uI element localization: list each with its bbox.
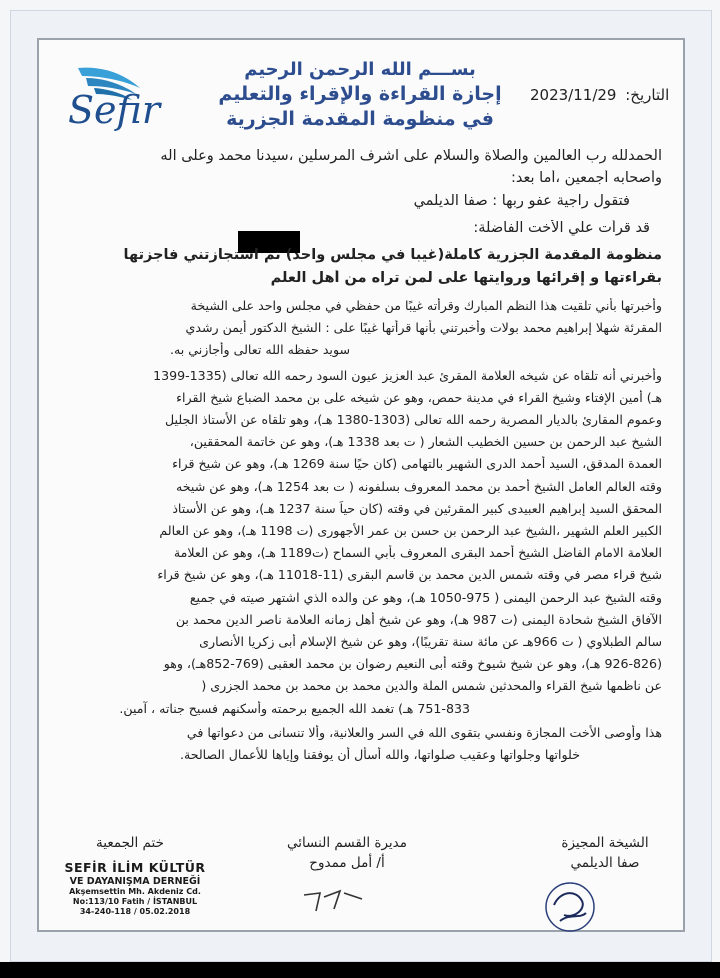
body-line: العمدة المدقق، السيد أحمد الدرى الشهير بالتهامى (كان حيًا سنة 1269 هـ)، وهو عن شيخ قراء: [172, 456, 662, 472]
intro-line: الحمدلله رب العالمين والصلاة والسلام على اشرف المرسلين ،سيدنا محمد وعلى آله: [160, 148, 662, 164]
association-stamp: [55, 860, 215, 917]
intro-line: منظومة المقدمة الجزرية كاملة(غيبا في مجلس واحد) ثم استجازتني فاجزتها: [123, 247, 662, 263]
body-line: وقته العالم العامل الشيخ أحمد بن محمد المعروف بسلفونه ( ت بعد 1254 هـ)، وهو عن شيخه: [176, 478, 662, 494]
body-line: 751-833 هـ) تغمد الله الجميع برحمته وأسكنهم فسيح جناته ، آمين.: [119, 700, 470, 716]
body-line: هـ) أمين الإفتاء وشيخ القراء في مدينة حمص، وهو عن شيخه على بن محمد الضباع شيخ القراء: [176, 389, 662, 405]
body-line: المقرئة شهلا إبراهيم محمد بولات وأخبرتني بأنها قرأتها غيبًا على : الشيخ الدكتور أيمن رشدي: [185, 320, 662, 336]
certificate-subtitle: في منظومة المقدمة الجزرية: [226, 108, 494, 130]
body-line: شيخ قراء مصر في وقته شمس الدين محمد بن قاسم البقرى (11-11018 هـ)، وهو عن شيخ قراء: [157, 567, 662, 583]
body-line: عن ناظمها شيخ القراء والمحدثين شمس الملة والدين محمد بن محمد بن محمد الجزرى (: [201, 678, 662, 694]
sig-name: أ/ أمل ممدوح: [309, 855, 385, 871]
logo-wordmark: Sefir: [68, 88, 161, 132]
body-line: وقته الشيخ عبد الرحمن اليمنى ( 975-1050 هـ)، وهو عن والده الذي اشتهر صيته في جميع: [189, 589, 662, 605]
certificate-title: إجازة القراءة والإقراء والتعليم: [218, 83, 502, 105]
stamp-line: VE DAYANIŞMA DERNEĞİ: [69, 876, 201, 887]
body-line: الكبير العلم الشهير ،الشيخ عبد الرحمن بن حسن بن عمر الأجهورى (ت 1198 هـ)، وهو عن العالم: [159, 523, 662, 538]
body-line: وعموم المقارئ بالديار المصرية رحمه الله تعالى (1303-1380 هـ)، وهو تلقاه عن الأستاذ الجليل: [164, 412, 662, 427]
body-line: سويد حفظه الله تعالى وأجازني به.: [170, 342, 350, 358]
date-label: التاريخ:: [625, 86, 670, 104]
date-value: 2023/11/29: [530, 86, 617, 104]
title-block: [210, 58, 510, 132]
stamp-line: SEFİR İLİM KÜLTÜR: [64, 860, 206, 875]
sig-title: مديرة القسم النسائي: [286, 835, 407, 851]
body-line: سالم الطبلاوي ( ت 966هـ عن مائة سنة تقريبًا)، وهو عن شيخ الإسلام أبى زكريا الأنصارى: [199, 634, 662, 649]
intro-line: قد قرأت علي الأخت الفاضلة:: [473, 220, 650, 236]
signature-scribble-icon: [540, 875, 600, 935]
sig-name: صفا الديلمي: [570, 855, 640, 871]
signature-sheikha: [520, 835, 690, 875]
basmala: بســـم الله الرحمن الرحيم: [244, 59, 476, 80]
date: [526, 86, 669, 104]
body-line: خلواتها وجلواتها وعقيب صلواتها، والله أسأل أن يوفقنا وإياها للأعمال الصالحة.: [179, 747, 580, 762]
signature-scribble-icon: [300, 885, 370, 915]
intro-line: وأصحابه أجمعين ،أما بعد:: [511, 170, 662, 186]
stamp-line: No:113/10 Fatih / İSTANBUL: [72, 897, 198, 906]
bottom-bar: [0, 962, 720, 978]
intro-line: بقراءتها و إقرائها وروايتها على لمن تراه من أهل العلم: [270, 270, 662, 286]
body-line: وأخبرتها بأني تلقيت هذا النظم المبارك وقرأته غيبًا من حفظي في مجلس واحد على الشيخة: [190, 298, 662, 313]
body-line: هذا وأوصى الأخت المجازة ونفسي بتقوى الله في السر والعلانية، وألا تنسانى من دعواتها في: [186, 724, 662, 740]
sig-title: الشيخة المجيزة: [561, 835, 649, 851]
body-line: (926-826 هـ)، وهو عن شيخ شيوخ وقته أبى النعيم رضوان بن محمد العقبى (769-852هـ)، وهو: [163, 656, 662, 672]
body-line: العلامة الامام الفاضل الشيخ أحمد البقرى المعروف بأبي السماح (ت1189 هـ)، وهو عن العلامة: [173, 545, 662, 561]
sig-title: ختم الجمعية: [96, 835, 164, 851]
intro-line: فتقول راجية عفو ربها : صفا الديلمي: [413, 193, 630, 209]
signature-director: [262, 835, 432, 875]
stamp-line: Akşemsettin Mh. Akdeniz Cd.: [69, 887, 201, 896]
body-line: الشيخ عبد الرحمن بن حسين الخطيب الشعار ( ت بعد 1338 هـ)، وهو عن خاتمة المحققين،: [189, 434, 662, 450]
body-line: الآفاق الشيخ شحادة اليمنى (ت 987 هـ)، وهو عن شيخ أهل زمانه العلامة ناصر الدين محمد بن: [175, 611, 662, 627]
stamp-line: 34-240-118 / 05.02.2018: [79, 907, 191, 916]
association-seal-label: [45, 835, 215, 855]
body-line: المحقق السيد إبراهيم العبيدى كبير المقرئين في وقته (كان حياً سنة 1237 هـ)، وهو عن الأستاذ: [172, 500, 662, 516]
body-line: وأخبرني أنه تلقاه عن شيخه العلامة المقرئ عبد العزيز عيون السود رحمه الله تعالى (1335-1399: [153, 367, 662, 383]
